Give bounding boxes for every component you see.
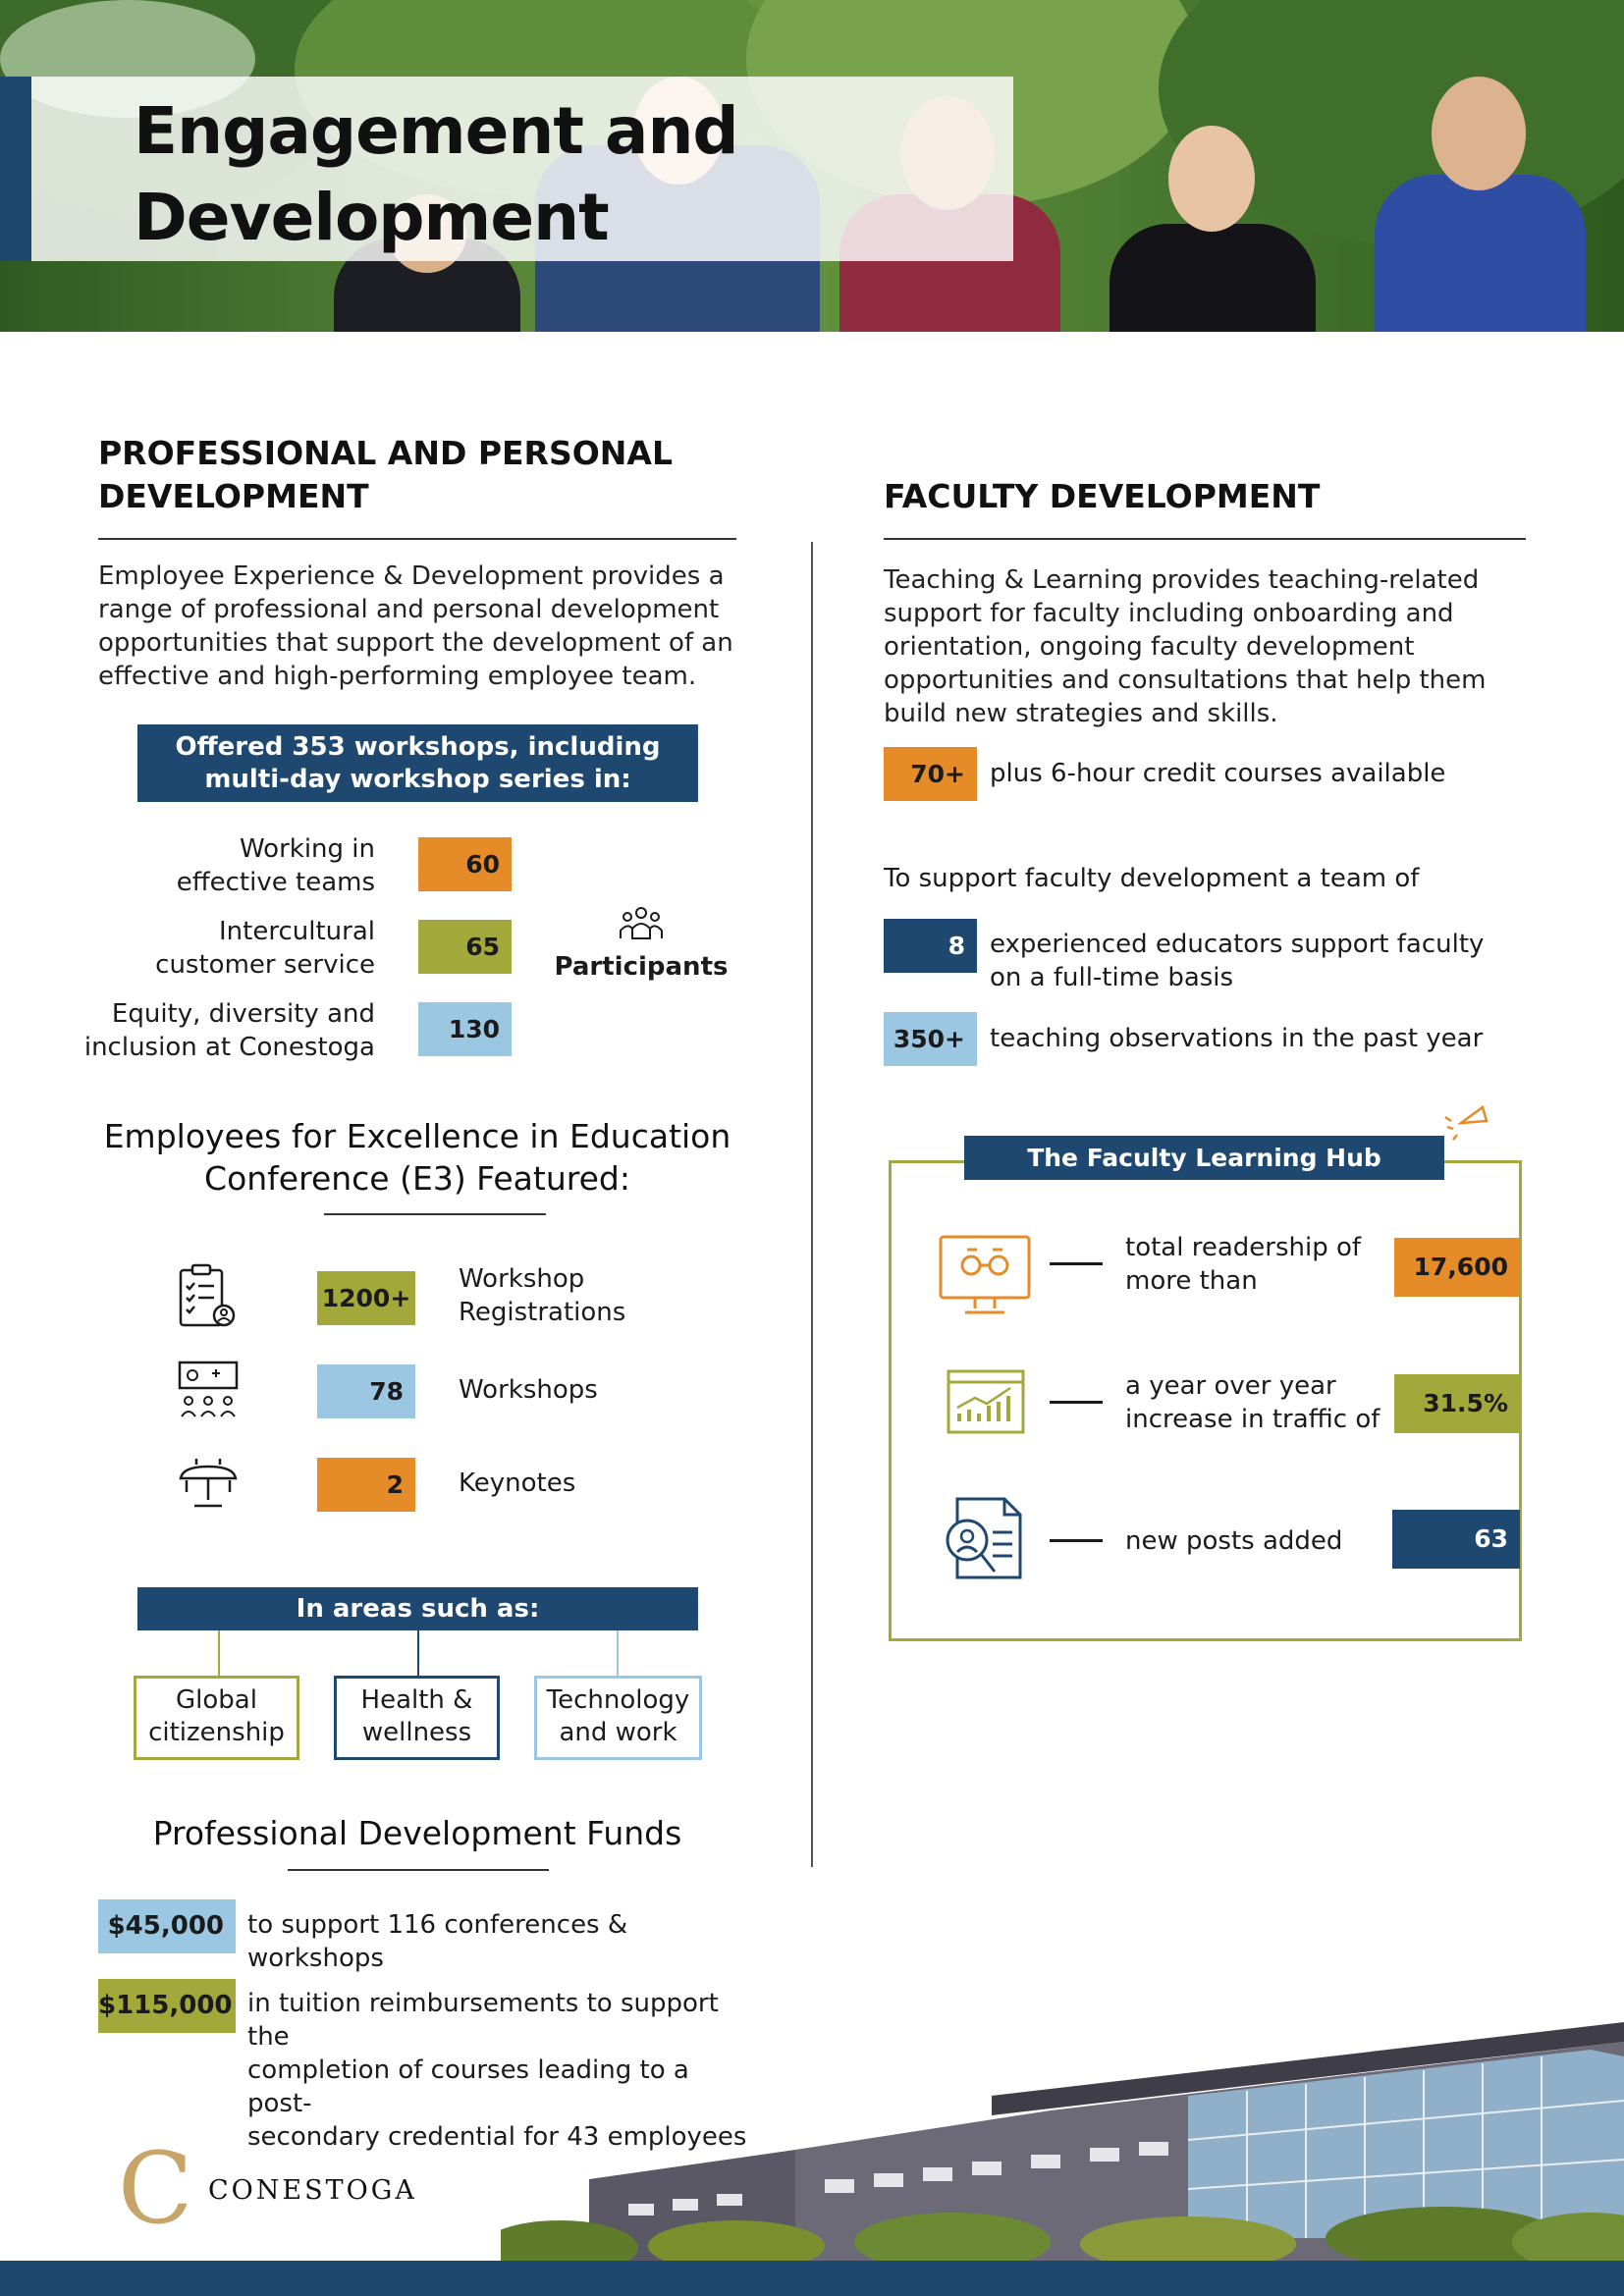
fund-value: $115,000 [98, 1979, 236, 2033]
hub-value: 17,600 [1394, 1238, 1520, 1297]
left-section-heading [98, 432, 746, 518]
fund-value: $45,000 [98, 1899, 236, 1953]
e3-value: 1200+ [317, 1271, 415, 1325]
conestoga-logo-mark [118, 2131, 193, 2246]
e3-title-line2: Conference (E3) Featured: [204, 1159, 630, 1198]
hub-value: 63 [1392, 1510, 1520, 1569]
series-value: 130 [418, 1002, 512, 1056]
workshops-banner-line1: Offered 353 workshops, including [175, 732, 661, 762]
fund-desc-line2: completion of courses leading to a post- [247, 2056, 689, 2118]
right-heading-rule [884, 538, 1526, 540]
series-label [59, 915, 375, 982]
workshops-banner-line2: multi-day workshop series in: [204, 765, 631, 794]
hub-text-line2: more than [1125, 1266, 1258, 1296]
right-intro: Teaching & Learning provides teaching-related support for faculty including onboarding and orientation, ongoing faculty development opportunities and consultations that help them build new strategies and skills. [884, 565, 1487, 728]
left-intro: Employee Experience & Development provides a range of professional and personal development opportunities that support the development of an effective and high-performing employee team. [98, 561, 733, 691]
credit-text: plus 6-hour credit courses available [990, 759, 1446, 788]
column-divider [811, 542, 813, 1867]
hub-text [1125, 1231, 1400, 1298]
monitor-glasses-icon [938, 1234, 1032, 1318]
e3-label-line2: Registrations [459, 1298, 626, 1327]
team-value: 8 [884, 919, 977, 973]
series-label-line1: Working in [239, 834, 375, 864]
e3-label: Keynotes [459, 1468, 576, 1498]
title-accent-bar [0, 77, 31, 261]
conestoga-wordmark: CONESTOGA [208, 2175, 417, 2206]
hub-text [1125, 1369, 1400, 1436]
hub-value: 31.5% [1394, 1374, 1520, 1433]
series-label-line2: effective teams [176, 868, 375, 897]
e3-title-line1: Employees for Excellence in Education [103, 1117, 731, 1155]
hub-text-line1: total readership of [1125, 1233, 1362, 1262]
team-text-line2: on a full-time basis [990, 963, 1234, 992]
fund-desc: to support 116 conferences & workshops [247, 1910, 628, 1973]
presentation-group-icon [177, 1360, 240, 1420]
team-intro: To support faculty development a team of [884, 864, 1420, 893]
area-line2: and work [559, 1718, 677, 1747]
hub-title: The Faculty Learning Hub [964, 1136, 1444, 1180]
team-text-line1: experienced educators support faculty [990, 930, 1485, 959]
page-title-line1: Engagement and [134, 93, 738, 169]
logo-letter: C [118, 2131, 193, 2246]
area-line2: wellness [361, 1718, 472, 1747]
funds-title: Professional Development Funds [152, 1814, 682, 1852]
series-value: 60 [418, 837, 512, 891]
hub-dash [1050, 1262, 1103, 1265]
area-line1: Technology [546, 1685, 690, 1715]
funds-rule [288, 1869, 549, 1871]
area-box [334, 1676, 500, 1760]
page-title [134, 88, 738, 261]
hub-dash [1050, 1401, 1103, 1404]
fund-desc-line1: in tuition reimbursements to support the [247, 1989, 719, 2052]
series-label-line2: inclusion at Conestoga [83, 1033, 375, 1062]
participants-label: Participants [554, 952, 729, 982]
area-box [534, 1676, 702, 1760]
credit-value: 70+ [884, 747, 977, 801]
clipboard-user-icon [177, 1262, 238, 1329]
series-label-line2: customer service [155, 950, 375, 980]
areas-banner: In areas such as: [137, 1587, 698, 1630]
e3-rule [324, 1213, 546, 1215]
area-connector [617, 1630, 619, 1678]
document-search-icon [938, 1495, 1032, 1583]
obs-text: teaching observations in the past year [990, 1024, 1484, 1053]
team-text [990, 928, 1540, 994]
hub-text: new posts added [1125, 1526, 1343, 1556]
sparkle-icon [1443, 1101, 1489, 1141]
area-line1: Health & [360, 1685, 473, 1715]
e3-label [459, 1262, 714, 1329]
area-connector [417, 1630, 419, 1678]
series-label [59, 997, 375, 1064]
hub-text-line1: a year over year [1125, 1371, 1336, 1401]
area-connector [218, 1630, 220, 1678]
obs-value: 350+ [884, 1012, 977, 1066]
hub-dash [1050, 1539, 1103, 1542]
footer-bar [0, 2261, 1624, 2296]
area-line2: citizenship [148, 1718, 285, 1747]
growth-chart-icon [946, 1368, 1026, 1435]
area-line1: Global [176, 1685, 257, 1715]
left-heading-line1: PROFESSIONAL AND PERSONAL [98, 434, 673, 472]
left-heading-rule [98, 538, 736, 540]
podium-icon [177, 1453, 240, 1510]
page-title-line2: Development [134, 180, 609, 255]
left-heading-line2: DEVELOPMENT [98, 477, 369, 515]
workshops-banner [137, 724, 698, 802]
series-label-line1: Equity, diversity and [111, 999, 375, 1029]
series-label [59, 832, 375, 899]
e3-label: Workshops [459, 1375, 598, 1405]
e3-value: 2 [317, 1458, 415, 1512]
series-value: 65 [418, 920, 512, 974]
e3-title [98, 1115, 736, 1200]
area-box [134, 1676, 299, 1760]
person-5 [1375, 37, 1586, 332]
e3-value: 78 [317, 1364, 415, 1418]
participants-icon [619, 905, 664, 942]
e3-label-line1: Workshop [459, 1264, 585, 1294]
right-section-heading: FACULTY DEVELOPMENT [884, 477, 1321, 515]
person-4 [1110, 86, 1316, 332]
fund-desc-line3: secondary credential for 43 employees [247, 2122, 747, 2152]
hub-text-line2: increase in traffic of [1125, 1405, 1380, 1434]
series-label-line1: Intercultural [219, 917, 375, 946]
campus-building-illustration [501, 2002, 1624, 2262]
